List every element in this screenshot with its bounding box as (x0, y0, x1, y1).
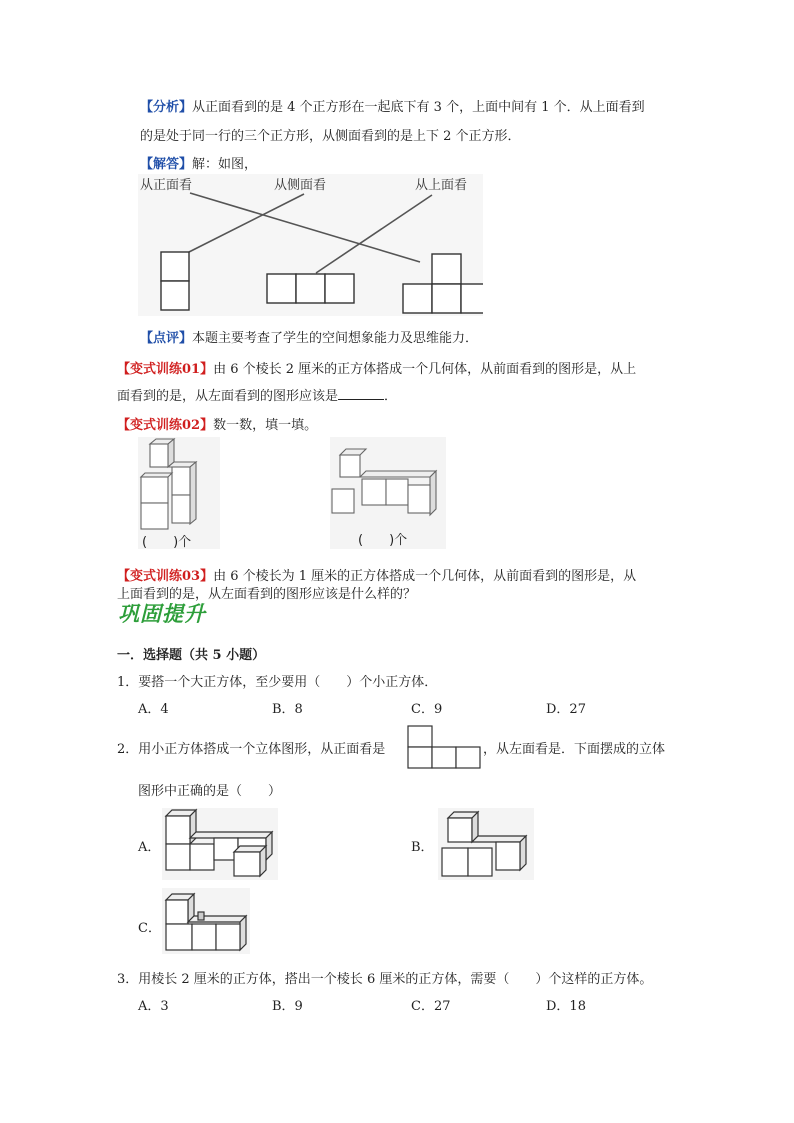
q3-stem: 3．用棱长 2 厘米的正方体，搭出一个棱长 6 厘米的正方体，需要（ ）个这样的正方体。 (117, 972, 653, 987)
label-front: 从正面看 (140, 178, 193, 193)
ex3-line1 (117, 565, 636, 584)
q1-option-b[interactable]: B．8 (272, 702, 303, 717)
q1-option-c[interactable]: C．9 (411, 702, 443, 717)
analysis-line2: 的是处于同一行的三个正方形，从侧面看到的是上下 2 个正方形． (140, 129, 521, 144)
q2-option-b-label[interactable]: B． (411, 840, 434, 855)
q3-option-a[interactable]: A．3 (138, 999, 169, 1014)
ex3-text: 由 6 个棱长为 1 厘米的正方体搭成一个几何体，从前面看到的图形是，从 (213, 569, 637, 584)
comment-tag: 【点评】 (140, 331, 193, 346)
q2-option-c-figure[interactable] (162, 888, 250, 954)
answer-line (140, 153, 257, 172)
q1-option-d[interactable]: D．27 (546, 702, 586, 717)
analysis-tag: 【分析】 (140, 100, 193, 115)
answer-text: 解：如图， (192, 157, 258, 172)
ex2-text: 数一数，填一填。 (213, 418, 318, 433)
q3-option-d[interactable]: D．18 (546, 999, 586, 1014)
q1-stem: 1．要搭一个大正方体，至少要用（ ）个小正方体． (117, 675, 438, 690)
cube-stack-right (330, 437, 446, 549)
q2-option-c-label[interactable]: C． (138, 921, 161, 936)
ex1-text2: 面看到的是，从左面看到的图形应该是 (117, 389, 339, 404)
analysis-text: 从正面看到的是 4 个正方形在一起底下有 3 个，上面中间有 1 个．从上面看到 (192, 100, 645, 115)
ex3-tag: 【变式训练03】 (117, 569, 214, 584)
analysis-line1 (140, 96, 645, 115)
ex1-line1 (117, 358, 636, 377)
label-top: 从上面看 (415, 178, 468, 193)
q3-option-b[interactable]: B．9 (272, 999, 303, 1014)
q1-option-a[interactable]: A．4 (138, 702, 169, 717)
q2-option-a-figure[interactable] (162, 808, 278, 880)
ex1-answer-blank[interactable] (338, 388, 384, 400)
ex1-period: ． (384, 389, 398, 404)
side-view-shape (161, 252, 189, 310)
ex2-line (117, 414, 317, 433)
ex2-tag: 【变式训练02】 (117, 418, 214, 433)
ex3-line2: 上面看到的是，从左面看到的图形应该是什么样的？ (117, 587, 417, 602)
ex2-left-blank[interactable]: ( )个 (142, 535, 192, 549)
section-banner: 巩固提升 (118, 602, 206, 626)
top-view-shape (267, 274, 354, 303)
matching-figure (138, 174, 483, 316)
ex1-line2 (117, 385, 397, 404)
q2-option-b-figure[interactable] (438, 808, 534, 880)
q3-option-c[interactable]: C．27 (411, 999, 451, 1014)
q2-option-a-label[interactable]: A． (138, 840, 161, 855)
answer-tag: 【解答】 (140, 157, 193, 172)
q2-front-view (406, 724, 482, 770)
section-title: 一．选择题（共 5 小题） (117, 648, 266, 663)
comment-text: 本题主要考查了学生的空间想象能力及思维能力． (192, 331, 479, 346)
comment-line (140, 327, 478, 346)
q2-stem-b: ，从左面看是．下面摆成的立体 (483, 742, 666, 757)
ex1-text: 由 6 个棱长 2 厘米的正方体搭成一个几何体，从前面看到的图形是，从上 (213, 362, 637, 377)
ex2-right-blank[interactable]: ( )个 (358, 533, 408, 548)
q2-stem-a: 2．用小正方体搭成一个立体图形，从正面看是 (117, 742, 386, 757)
q2-stem-c: 图形中正确的是（ ） (138, 784, 282, 799)
cube-stack-left (138, 437, 220, 549)
ex1-tag: 【变式训练01】 (117, 362, 214, 377)
label-side: 从侧面看 (274, 178, 327, 193)
